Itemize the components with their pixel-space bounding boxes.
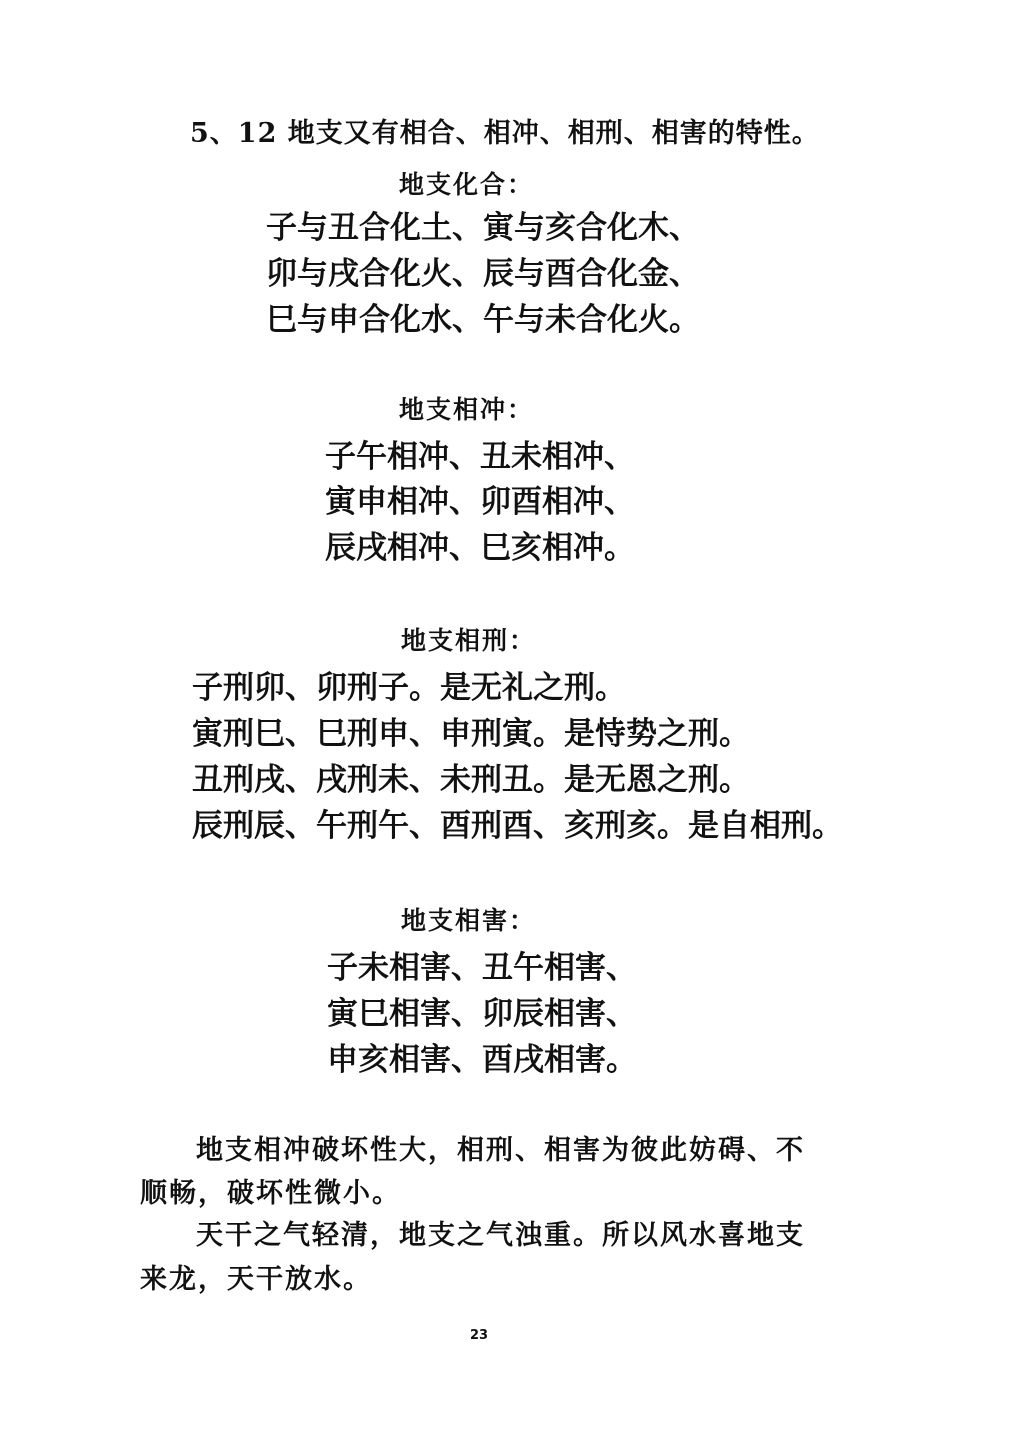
combination-line-3: 巳与申合化水、午与未合化火。 bbox=[266, 302, 700, 338]
combination-line-1: 子与丑合化土、寅与亥合化木、 bbox=[266, 210, 700, 246]
paragraph-2-line-2: 来龙，天干放水。 bbox=[140, 1264, 372, 1295]
paragraph-2-line-1: 天干之气轻清，地支之气浊重。所以风水喜地支 bbox=[196, 1220, 805, 1251]
clash-line-1: 子午相冲、丑未相冲、 bbox=[325, 439, 635, 475]
harm-line-1: 子未相害、丑午相害、 bbox=[327, 950, 637, 986]
section-heading-harm: 地支相害： bbox=[401, 906, 537, 935]
harm-line-3: 申亥相害、酉戌相害。 bbox=[327, 1042, 637, 1078]
clash-line-3: 辰戌相冲、巳亥相冲。 bbox=[325, 530, 635, 566]
page-title: 5、12 地支又有相合、相冲、相刑、相害的特性。 bbox=[190, 118, 820, 149]
paragraph-1-line-2: 顺畅，破坏性微小。 bbox=[140, 1178, 401, 1209]
combination-line-2: 卯与戌合化火、辰与酉合化金、 bbox=[266, 256, 700, 292]
section-heading-clash: 地支相冲： bbox=[399, 395, 535, 424]
punishment-line-1: 子刑卯、卯刑子。是无礼之刑。 bbox=[192, 670, 626, 706]
section-heading-punishment: 地支相刑： bbox=[401, 626, 537, 655]
punishment-line-2: 寅刑巳、巳刑申、申刑寅。是恃势之刑。 bbox=[192, 716, 750, 752]
paragraph-1-line-1: 地支相冲破坏性大，相刑、相害为彼此妨碍、不 bbox=[196, 1135, 805, 1166]
punishment-line-4: 辰刑辰、午刑午、酉刑酉、亥刑亥。是自相刑。 bbox=[192, 808, 843, 844]
punishment-line-3: 丑刑戌、戌刑未、未刑丑。是无恩之刑。 bbox=[192, 762, 750, 798]
harm-line-2: 寅巳相害、卯辰相害、 bbox=[327, 996, 637, 1032]
clash-line-2: 寅申相冲、卯酉相冲、 bbox=[325, 484, 635, 520]
section-heading-combination: 地支化合： bbox=[399, 170, 535, 199]
page-number: 23 bbox=[470, 1328, 489, 1343]
